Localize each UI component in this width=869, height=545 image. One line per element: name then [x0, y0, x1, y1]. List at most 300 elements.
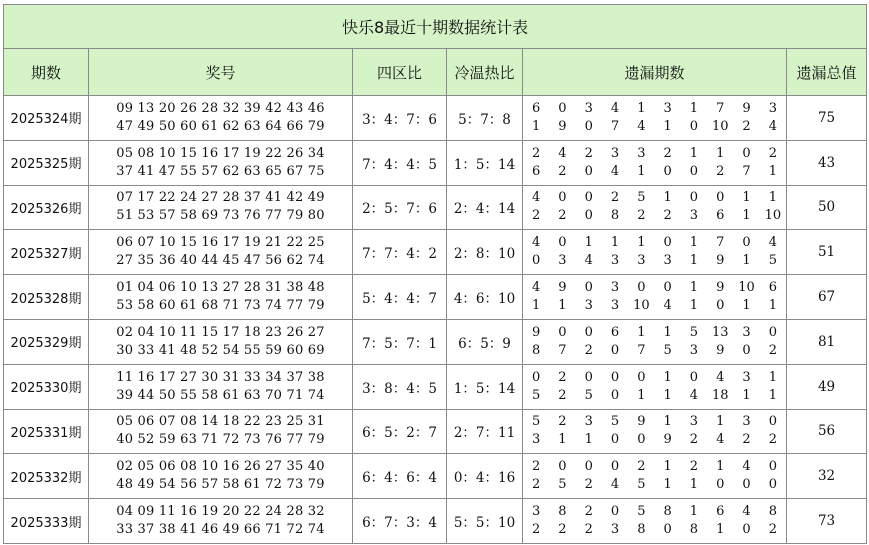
omission-value: 7 — [742, 163, 751, 179]
omission-value: 1 — [558, 432, 567, 448]
omission-value: 1 — [689, 477, 699, 493]
issue-cell: 2025324期 — [4, 96, 89, 141]
omission-value: 7 — [637, 342, 646, 358]
omission-line — [523, 458, 786, 476]
table-row — [4, 185, 867, 230]
omission-line — [523, 163, 786, 181]
omission-line — [523, 503, 786, 521]
omission-value: 0 — [584, 280, 593, 296]
omission-value: 3 — [610, 522, 620, 538]
omission-value: 0 — [742, 342, 751, 358]
table-row — [4, 230, 867, 275]
omission-total-cell: 73 — [787, 499, 867, 544]
cold-warm-hot-cell: 4：6：10 — [447, 275, 523, 320]
numbers-cell — [89, 140, 353, 185]
issue-cell: 2025329期 — [4, 319, 89, 364]
table-row — [4, 409, 867, 454]
omission-line — [523, 521, 786, 539]
omission-value: 1 — [742, 253, 751, 269]
omission-value: 0 — [716, 298, 725, 314]
omission-value: 2 — [742, 432, 751, 448]
issue-cell: 2025330期 — [4, 364, 89, 409]
omission-value: 2 — [558, 163, 567, 179]
omission-value: 3 — [637, 145, 646, 161]
omission-value: 4 — [610, 100, 620, 116]
omission-value: 1 — [768, 369, 777, 385]
omission-line — [523, 145, 786, 163]
omission-line — [523, 234, 786, 252]
omission-value: 7 — [558, 342, 567, 358]
omission-value: 1 — [663, 190, 672, 206]
omission-value: 1 — [663, 414, 672, 430]
omission-value: 5 — [558, 477, 567, 493]
omission-value: 3 — [742, 414, 751, 430]
omission-value: 2 — [532, 477, 541, 493]
omission-value: 8 — [689, 522, 699, 538]
omission-value: 1 — [663, 459, 672, 475]
numbers-cell — [89, 96, 353, 141]
omission-value: 0 — [584, 369, 593, 385]
omission-line — [523, 252, 786, 270]
omission-total-cell: 50 — [787, 185, 867, 230]
omission-line — [523, 324, 786, 342]
omission-cell — [523, 185, 787, 230]
omission-value: 0 — [610, 432, 620, 448]
omission-value: 2 — [768, 145, 777, 161]
omission-value: 4 — [663, 298, 672, 314]
omission-line — [523, 413, 786, 431]
numbers-line: 02 04 10 11 15 17 18 23 26 27 — [116, 324, 325, 340]
omission-value: 5 — [532, 387, 541, 403]
omission-value: 5 — [637, 477, 646, 493]
omission-value: 0 — [663, 522, 672, 538]
omission-value: 1 — [716, 522, 725, 538]
omission-value: 5 — [637, 190, 646, 206]
issue-cell: 2025331期 — [4, 409, 89, 454]
omission-value: 0 — [637, 280, 646, 296]
omission-value: 2 — [584, 504, 593, 520]
numbers-line: 30 33 41 48 52 54 55 59 60 69 — [116, 342, 325, 358]
table-row — [4, 140, 867, 185]
four-zone-cell: 3：8：4：5 — [353, 364, 447, 409]
omission-value: 10 — [738, 280, 755, 296]
omission-value: 2 — [716, 163, 725, 179]
omission-value: 3 — [663, 100, 672, 116]
issue-cell: 2025327期 — [4, 230, 89, 275]
omission-value: 1 — [716, 145, 725, 161]
omission-value: 1 — [689, 504, 699, 520]
omission-value: 4 — [558, 145, 567, 161]
omission-value: 9 — [716, 342, 725, 358]
omission-value: 2 — [768, 342, 777, 358]
numbers-cell — [89, 275, 353, 320]
omission-value: 6 — [716, 208, 725, 224]
omission-value: 10 — [711, 118, 729, 134]
numbers-line: 02 05 06 08 10 16 26 27 35 40 — [116, 459, 325, 475]
omission-line — [523, 279, 786, 297]
omission-value: 3 — [637, 253, 646, 269]
omission-value: 2 — [532, 522, 541, 538]
omission-total-cell: 32 — [787, 454, 867, 499]
table-row — [4, 275, 867, 320]
omission-value: 1 — [663, 369, 672, 385]
header-issue: 期数 — [4, 49, 89, 96]
omission-value: 9 — [532, 324, 541, 340]
omission-value: 3 — [610, 298, 620, 314]
four-zone-cell: 7：4：4：5 — [353, 140, 447, 185]
cold-warm-hot-cell: 5：5：10 — [447, 499, 523, 544]
omission-line — [523, 118, 786, 136]
issue-cell: 2025326期 — [4, 185, 89, 230]
omission-value: 3 — [663, 253, 672, 269]
omission-value: 0 — [663, 280, 672, 296]
omission-line — [523, 100, 786, 118]
omission-value: 9 — [637, 414, 646, 430]
omission-value: 1 — [689, 100, 699, 116]
header-four-zone: 四区比 — [353, 49, 447, 96]
omission-value: 1 — [689, 298, 699, 314]
omission-value: 0 — [584, 459, 593, 475]
omission-value: 8 — [768, 504, 777, 520]
table-row — [4, 96, 867, 141]
omission-value: 1 — [637, 235, 646, 251]
omission-value: 7 — [716, 235, 725, 251]
issue-cell: 2025328期 — [4, 275, 89, 320]
omission-value: 0 — [742, 235, 751, 251]
omission-value: 0 — [610, 369, 620, 385]
stats-table — [3, 4, 867, 544]
omission-value: 3 — [742, 369, 751, 385]
omission-value: 6 — [610, 324, 620, 340]
omission-value: 5 — [532, 414, 541, 430]
omission-value: 1 — [532, 118, 541, 134]
omission-cell — [523, 140, 787, 185]
omission-value: 6 — [716, 504, 725, 520]
omission-value: 1 — [768, 298, 777, 314]
omission-value: 9 — [663, 432, 672, 448]
header-cold-warm-hot: 冷温热比 — [447, 49, 523, 96]
omission-value: 4 — [768, 118, 777, 134]
omission-value: 5 — [637, 504, 646, 520]
omission-line — [523, 387, 786, 405]
omission-value: 1 — [742, 208, 751, 224]
omission-value: 3 — [742, 324, 751, 340]
omission-value: 3 — [689, 208, 699, 224]
omission-value: 1 — [637, 100, 646, 116]
numbers-line: 27 35 36 40 44 45 47 56 62 74 — [116, 253, 325, 269]
omission-value: 10 — [633, 298, 650, 314]
omission-value: 9 — [558, 280, 567, 296]
omission-value: 4 — [716, 432, 725, 448]
cold-warm-hot-cell: 1：5：14 — [447, 140, 523, 185]
omission-value: 0 — [768, 459, 777, 475]
omission-value: 2 — [610, 190, 620, 206]
omission-total-cell: 75 — [787, 96, 867, 141]
omission-value: 2 — [558, 208, 567, 224]
omission-value: 5 — [768, 253, 777, 269]
numbers-cell — [89, 230, 353, 275]
omission-value: 0 — [584, 190, 593, 206]
omission-value: 0 — [768, 324, 777, 340]
numbers-line: 39 44 50 55 58 61 63 70 71 74 — [116, 387, 325, 403]
four-zone-cell: 7：7：4：2 — [353, 230, 447, 275]
omission-line — [523, 189, 786, 207]
numbers-line: 40 52 59 63 71 72 73 76 77 79 — [116, 432, 325, 448]
omission-value: 3 — [610, 145, 620, 161]
numbers-cell — [89, 185, 353, 230]
omission-value: 0 — [689, 369, 699, 385]
four-zone-cell: 6：7：3：4 — [353, 499, 447, 544]
omission-value: 1 — [768, 387, 777, 403]
numbers-line: 51 53 57 58 69 73 76 77 79 80 — [116, 208, 325, 224]
omission-value: 0 — [663, 163, 672, 179]
numbers-line: 05 06 07 08 14 18 22 23 25 31 — [116, 414, 325, 430]
omission-value: 1 — [558, 298, 567, 314]
omission-value: 3 — [584, 298, 593, 314]
omission-total-cell: 43 — [787, 140, 867, 185]
omission-value: 0 — [558, 459, 567, 475]
omission-value: 1 — [742, 298, 751, 314]
omission-line — [523, 476, 786, 494]
omission-value: 0 — [558, 100, 567, 116]
omission-value: 0 — [558, 324, 567, 340]
numbers-line: 04 09 11 16 19 20 22 24 28 32 — [116, 504, 325, 520]
omission-value: 0 — [689, 118, 699, 134]
four-zone-cell: 7：5：7：1 — [353, 319, 447, 364]
numbers-cell — [89, 454, 353, 499]
omission-value: 4 — [532, 280, 541, 296]
numbers-line: 53 58 60 61 68 71 73 74 77 79 — [116, 298, 325, 314]
omission-value: 4 — [532, 190, 541, 206]
omission-value: 0 — [689, 190, 699, 206]
omission-line — [523, 342, 786, 360]
omission-value: 3 — [610, 253, 620, 269]
omission-value: 2 — [532, 459, 541, 475]
omission-value: 3 — [532, 504, 541, 520]
table-row — [4, 499, 867, 544]
table-row — [4, 364, 867, 409]
omission-cell — [523, 364, 787, 409]
omission-value: 2 — [558, 522, 567, 538]
omission-value: 10 — [764, 208, 782, 224]
omission-value: 0 — [716, 190, 725, 206]
omission-value: 3 — [558, 253, 567, 269]
omission-value: 2 — [532, 208, 541, 224]
omission-value: 0 — [532, 253, 541, 269]
omission-value: 1 — [663, 477, 672, 493]
cold-warm-hot-cell: 2：4：14 — [447, 185, 523, 230]
numbers-line: 06 07 10 15 16 17 19 21 22 25 — [116, 235, 325, 251]
omission-value: 2 — [558, 387, 567, 403]
omission-value: 0 — [584, 324, 593, 340]
omission-line — [523, 207, 786, 225]
cold-warm-hot-cell: 0：4：16 — [447, 454, 523, 499]
omission-cell — [523, 499, 787, 544]
omission-value: 0 — [742, 522, 751, 538]
omission-value: 0 — [742, 477, 751, 493]
omission-value: 1 — [663, 118, 672, 134]
table-row — [4, 319, 867, 364]
omission-value: 2 — [768, 522, 777, 538]
omission-value: 1 — [689, 235, 699, 251]
issue-cell: 2025333期 — [4, 499, 89, 544]
numbers-line: 33 37 38 41 46 49 66 71 72 74 — [116, 522, 325, 538]
omission-value: 6 — [768, 280, 777, 296]
omission-value: 2 — [584, 522, 593, 538]
omission-value: 1 — [689, 253, 699, 269]
omission-value: 3 — [584, 100, 593, 116]
omission-value: 2 — [689, 459, 699, 475]
omission-value: 0 — [532, 369, 541, 385]
numbers-cell — [89, 409, 353, 454]
omission-value: 0 — [610, 387, 620, 403]
omission-value: 2 — [532, 145, 541, 161]
omission-value: 0 — [584, 118, 593, 134]
omission-value: 8 — [532, 342, 541, 358]
omission-value: 0 — [584, 163, 593, 179]
four-zone-cell: 3：4：7：6 — [353, 96, 447, 141]
four-zone-cell: 6：5：2：7 — [353, 409, 447, 454]
numbers-line: 37 41 47 55 57 62 63 65 67 75 — [116, 163, 325, 179]
omission-value: 9 — [716, 253, 725, 269]
omission-value: 8 — [637, 522, 646, 538]
omission-value: 8 — [663, 504, 672, 520]
omission-value: 1 — [716, 414, 725, 430]
omission-value: 2 — [637, 208, 646, 224]
omission-value: 4 — [742, 504, 751, 520]
omission-value: 1 — [637, 324, 646, 340]
omission-value: 2 — [689, 432, 699, 448]
omission-value: 4 — [742, 459, 751, 475]
numbers-cell — [89, 499, 353, 544]
omission-value: 7 — [716, 100, 725, 116]
omission-value: 5 — [584, 387, 593, 403]
omission-value: 1 — [689, 145, 699, 161]
omission-value: 8 — [610, 208, 620, 224]
omission-value: 4 — [637, 118, 646, 134]
cold-warm-hot-cell: 2：8：10 — [447, 230, 523, 275]
numbers-line: 01 04 06 10 13 27 28 31 38 48 — [116, 280, 325, 296]
omission-value: 3 — [689, 414, 699, 430]
omission-value: 4 — [610, 163, 620, 179]
four-zone-cell: 5：4：4：7 — [353, 275, 447, 320]
omission-value: 2 — [584, 342, 593, 358]
omission-value: 1 — [742, 190, 751, 206]
omission-value: 1 — [610, 235, 620, 251]
cold-warm-hot-cell: 2：7：11 — [447, 409, 523, 454]
omission-value: 0 — [663, 235, 672, 251]
omission-value: 2 — [768, 432, 777, 448]
omission-value: 4 — [610, 477, 620, 493]
header-omission: 遗漏期数 — [523, 49, 787, 96]
omission-value: 3 — [532, 432, 541, 448]
omission-line — [523, 297, 786, 315]
omission-value: 0 — [584, 208, 593, 224]
four-zone-cell: 2：5：7：6 — [353, 185, 447, 230]
omission-value: 1 — [663, 387, 672, 403]
header-numbers: 奖号 — [89, 49, 353, 96]
omission-line — [523, 431, 786, 449]
omission-cell — [523, 409, 787, 454]
numbers-line: 11 16 17 27 30 31 33 34 37 38 — [116, 369, 325, 385]
omission-value: 9 — [716, 280, 725, 296]
omission-value: 1 — [532, 298, 541, 314]
issue-cell: 2025325期 — [4, 140, 89, 185]
numbers-line: 48 49 54 56 57 58 61 72 73 79 — [116, 477, 325, 493]
omission-cell — [523, 96, 787, 141]
omission-value: 4 — [689, 387, 699, 403]
cold-warm-hot-cell: 6：5：9 — [447, 319, 523, 364]
omission-value: 9 — [742, 100, 751, 116]
numbers-line: 47 49 50 60 61 62 63 64 66 79 — [116, 118, 325, 134]
omission-value: 18 — [711, 387, 729, 403]
table-title: 快乐8最近十期数据统计表 — [4, 5, 867, 49]
omission-value: 5 — [689, 324, 699, 340]
omission-value: 2 — [584, 145, 593, 161]
omission-value: 0 — [610, 459, 620, 475]
numbers-cell — [89, 319, 353, 364]
omission-value: 0 — [558, 190, 567, 206]
cold-warm-hot-cell: 1：5：14 — [447, 364, 523, 409]
omission-value: 1 — [637, 387, 646, 403]
omission-value: 2 — [663, 145, 672, 161]
omission-value: 2 — [637, 459, 646, 475]
omission-value: 7 — [610, 118, 620, 134]
omission-value: 0 — [742, 145, 751, 161]
omission-total-cell: 51 — [787, 230, 867, 275]
omission-value: 0 — [768, 477, 777, 493]
omission-value: 1 — [663, 324, 672, 340]
omission-value: 3 — [610, 280, 620, 296]
omission-value: 0 — [689, 163, 699, 179]
omission-value: 0 — [558, 235, 567, 251]
omission-value: 1 — [768, 163, 777, 179]
omission-value: 4 — [768, 235, 777, 251]
omission-value: 3 — [689, 342, 699, 358]
omission-value: 1 — [768, 190, 777, 206]
omission-value: 2 — [558, 369, 567, 385]
four-zone-cell: 6：4：6：4 — [353, 454, 447, 499]
omission-value: 1 — [637, 163, 646, 179]
omission-value: 8 — [558, 504, 567, 520]
omission-value: 6 — [532, 163, 541, 179]
omission-value: 1 — [584, 432, 593, 448]
omission-value: 4 — [716, 369, 725, 385]
omission-value: 0 — [610, 504, 620, 520]
numbers-cell — [89, 364, 353, 409]
omission-total-cell: 56 — [787, 409, 867, 454]
omission-value: 13 — [711, 324, 729, 340]
omission-value: 0 — [768, 414, 777, 430]
numbers-line: 05 08 10 15 16 17 19 22 26 34 — [116, 145, 325, 161]
omission-value: 3 — [584, 414, 593, 430]
header-omission-total: 遗漏总值 — [787, 49, 867, 96]
omission-total-cell: 67 — [787, 275, 867, 320]
omission-total-cell: 49 — [787, 364, 867, 409]
omission-value: 0 — [637, 369, 646, 385]
omission-value: 1 — [716, 459, 725, 475]
numbers-line: 09 13 20 26 28 32 39 42 43 46 — [116, 100, 325, 116]
omission-value: 4 — [532, 235, 541, 251]
omission-value: 4 — [584, 253, 593, 269]
omission-value: 2 — [584, 477, 593, 493]
omission-total-cell: 81 — [787, 319, 867, 364]
numbers-line: 07 17 22 24 27 28 37 41 42 49 — [116, 190, 325, 206]
cold-warm-hot-cell: 5：7：8 — [447, 96, 523, 141]
omission-value: 1 — [742, 387, 751, 403]
issue-cell: 2025332期 — [4, 454, 89, 499]
omission-value: 6 — [532, 100, 541, 116]
